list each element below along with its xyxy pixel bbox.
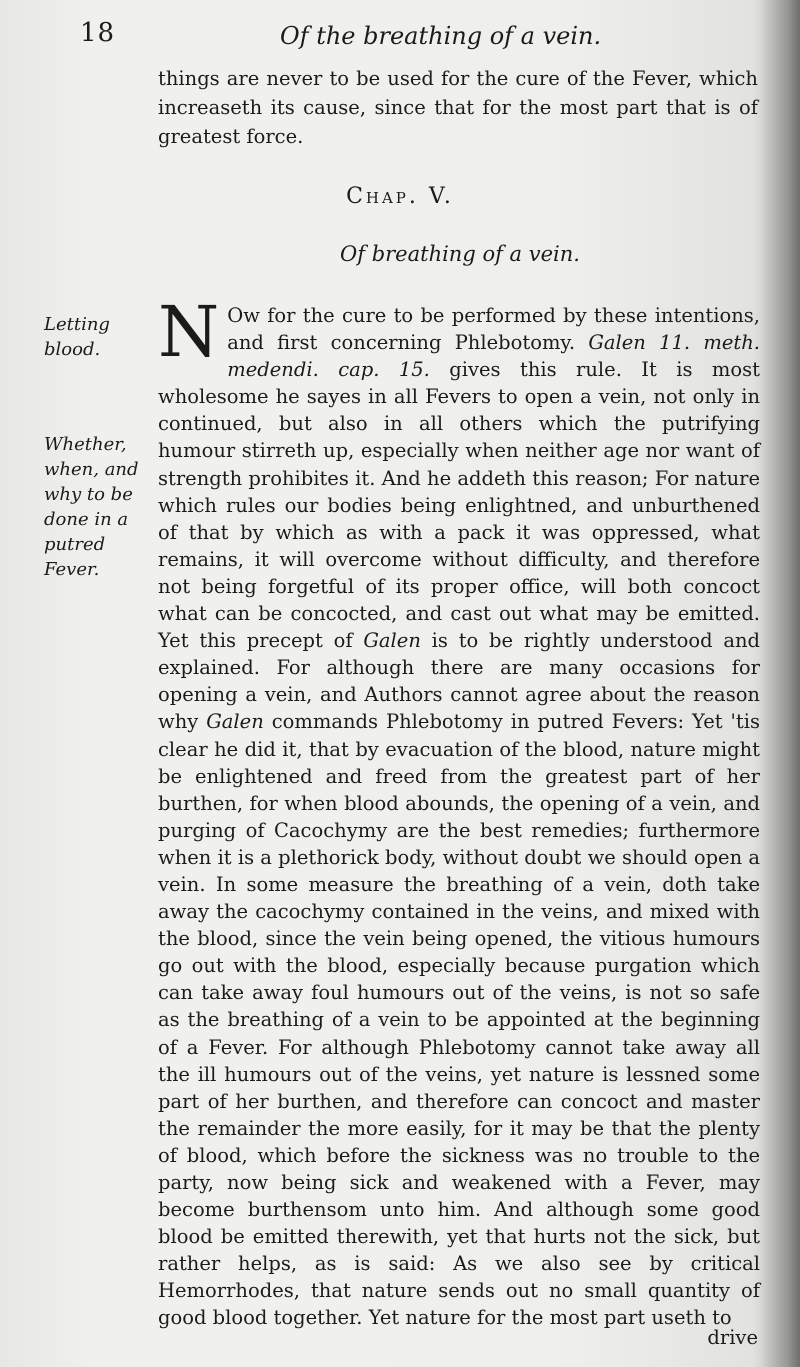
citation-galen: Galen 11. meth. medendi. cap. 15. — [227, 331, 760, 382]
body-paragraph — [158, 291, 760, 1332]
chapter-title: Chap. V. — [346, 184, 454, 209]
body-text-part: Ow for the cure to be performed by these intentions, and first concerning Phlebotomy. — [227, 304, 760, 355]
page-number: 18 — [80, 18, 116, 48]
name-galen: Galen — [206, 710, 264, 734]
carry-over-text: things are never to be used for the cure of the Fever, which increaseth its cause, since that for the most part that is of greatest force. — [158, 67, 758, 148]
body-text-part: is to be rightly understood and explained. For although there are many occasions for opening a vein, and Authors cannot agree about the reason why — [158, 629, 760, 734]
margin-note-whether-when: Whether, when, and why to be done in a putred Fever. — [44, 434, 139, 580]
body-text-part: gives this rule. It is most wholesome he sayes in all Fevers to open a vein, not only in continued, but also in all others which the putrifying humour stirreth up, especially when neither age nor want of strength prohibites it. And he addeth this reason; For nature which rules our bodies being enlightned, and unburthened of that by which as with a pack it was oppressed, what remains, it will overcome without difficulty, and therefore not being forgetful of its proper office, will both concoct what can be concocted, and cast out what may be emitted. Yet this precept of — [158, 358, 760, 653]
running-head: Of the breathing of a vein. — [280, 22, 602, 50]
name-galen: Galen — [363, 629, 421, 653]
drop-capital: N — [158, 291, 220, 373]
body-text-part: commands Phlebotomy in putred Fevers: Yet 'tis clear he did it, that by evacuation of the blood, nature might be enlightened and freed from the greatest part of her burthen, for when blood abounds, the opening of a vein, and purging of Cacochymy are the best remedies; furthermore when it is a plethorick body, without doubt we should open a vein. In some measure the breathing of a vein, doth take away the cacochymy contained in the veins, and mixed with the blood, since the vein being opened, the vitious humours go out with the blood, especially because purgation which can take away foul humours out of the veins, is not so safe as the breathing of a vein to be appointed at the beginning of a Fever. For although Phlebotomy cannot take away all the ill humours out of the veins, yet nature is lessned some part of her burthen, and therefore can concoct and master the remainder the more easily, for it may be that the plenty of blood, which before the sickness was no trouble to the party, now being sick and weakened with a Fever, may become burthensom unto him. And although some good blood be emitted therewith, yet that hurts not the sick, but rather helps, as is said: As we also see by critical Hemorrhodes, that nature sends out no small quantity of good blood together. Yet nature for the most part useth to — [158, 710, 760, 1330]
margin-note-letting-blood: Letting blood. — [44, 314, 110, 360]
catchword: drive — [707, 1326, 758, 1349]
chapter-subtitle: Of breathing of a vein. — [340, 242, 580, 266]
